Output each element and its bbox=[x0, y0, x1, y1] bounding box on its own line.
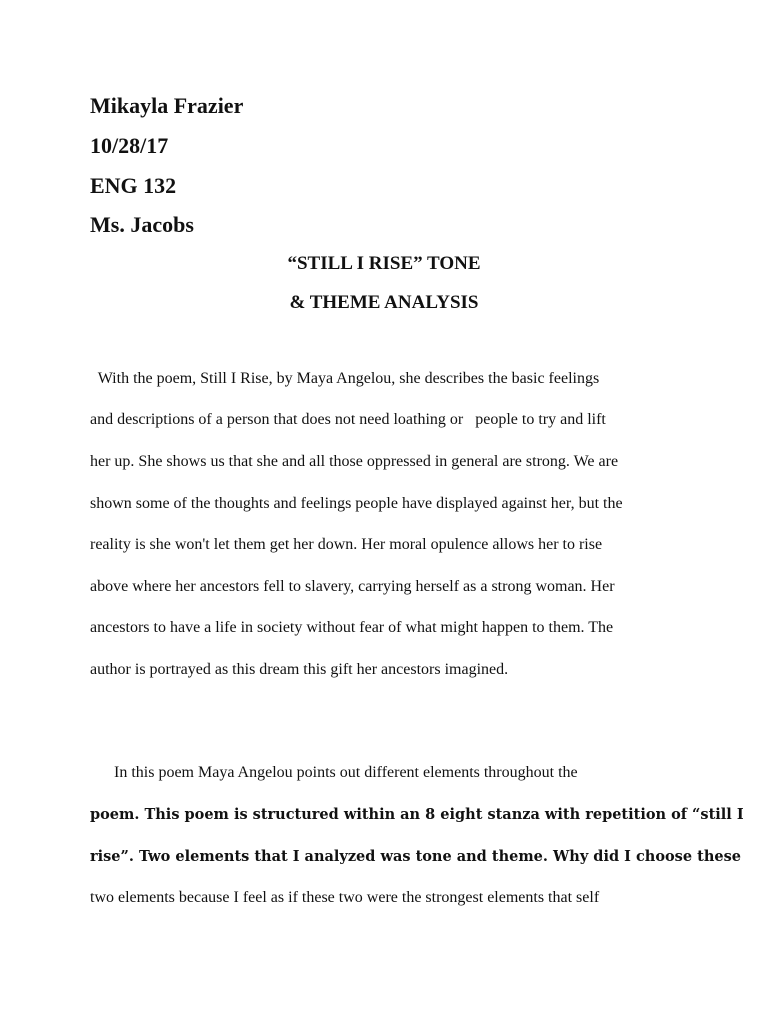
paragraph-1-line: ancestors to have a life in society without fear of what might happen to them. The bbox=[90, 619, 614, 636]
paragraph-1-line: With the poem, Still I Rise, by Maya Angelou, she describes the basic feelings bbox=[90, 370, 600, 387]
course-code: ENG 132 bbox=[90, 173, 177, 198]
paragraph-1-line: reality is she won't let them get her down. Her moral opulence allows her to rise bbox=[90, 536, 603, 553]
document-date: 10/28/17 bbox=[90, 133, 169, 158]
essay-title-line-1: “STILL I RISE” TONE bbox=[287, 253, 481, 274]
paragraph-1-line: above where her ancestors fell to slavery, carrying herself as a strong woman. Her bbox=[90, 578, 615, 595]
paragraph-1-line: and descriptions of a person that does not need loathing or people to try and lift bbox=[90, 411, 606, 428]
paragraph-2-line: two elements because I feel as if these two were the strongest elements that self bbox=[90, 889, 600, 906]
paragraph-2-line: poem. This poem is structured within an 8 eight stanza with repetition of “still I bbox=[90, 806, 744, 823]
paragraph-2-line: rise”. Two elements that I analyzed was tone and theme. Why did I choose these bbox=[90, 848, 741, 865]
paragraph-1-line: her up. She shows us that she and all those oppressed in general are strong. We are bbox=[90, 453, 619, 470]
author-name: Mikayla Frazier bbox=[90, 93, 244, 118]
teacher-name: Ms. Jacobs bbox=[90, 212, 194, 237]
essay-title-line-2: & THEME ANALYSIS bbox=[289, 292, 479, 313]
paragraph-2-line: In this poem Maya Angelou points out different elements throughout the bbox=[90, 764, 578, 781]
paragraph-1-line: author is portrayed as this dream this gift her ancestors imagined. bbox=[90, 661, 509, 678]
paragraph-1-line: shown some of the thoughts and feelings people have displayed against her, but the bbox=[90, 495, 623, 512]
